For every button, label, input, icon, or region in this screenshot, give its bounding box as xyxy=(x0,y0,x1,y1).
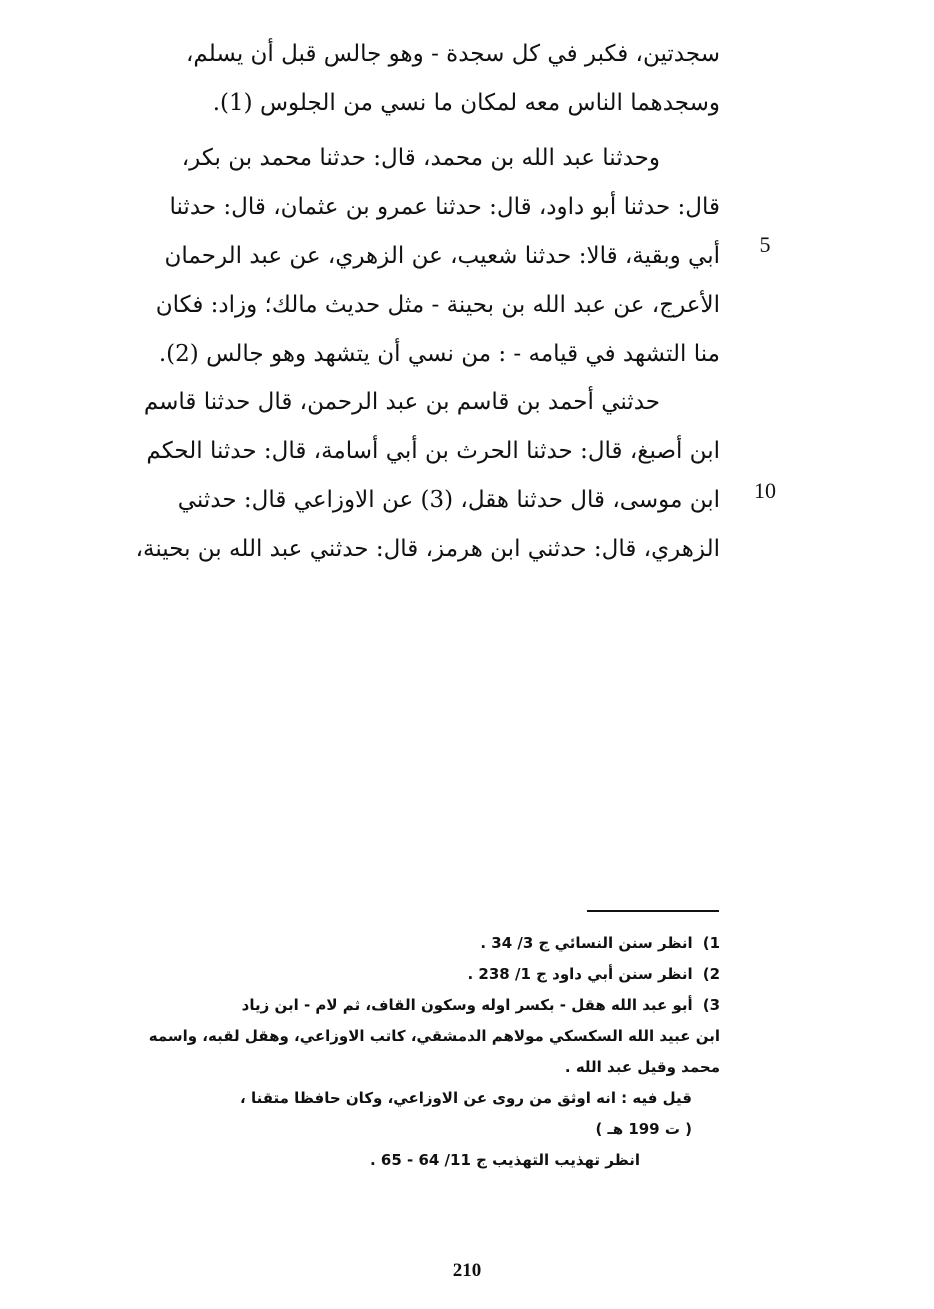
footnote-text: انظر سنن أبي داود ج 1/ 238 . xyxy=(467,965,693,983)
footnote-1 xyxy=(75,928,720,959)
line-number-10: 10 xyxy=(754,478,776,503)
footnote-3-line-6: انظر تهذيب التهذيب ج 11/ 64 - 65 . xyxy=(369,1151,640,1169)
footnote-2 xyxy=(75,959,720,990)
footnote-number: 1) xyxy=(702,934,720,952)
text-line: وحدثنا عبد الله بن محمد، قال: حدثنا محمد بن بكر، xyxy=(181,145,660,171)
footnote-3 xyxy=(75,990,720,1021)
footnote-text: أبو عبد الله هقل - بكسر اوله وسكون القاف، ثم لام - ابن زياد xyxy=(241,996,693,1014)
text-line: الزهري، قال: حدثني ابن هرمز، قال: حدثني عبد الله بن بحينة، xyxy=(135,536,720,562)
footnote-3-line-2: ابن عبيد الله السكسكي مولاهم الدمشقي، كاتب الاوزاعي، وهقل لقبه، واسمه xyxy=(148,1027,720,1045)
footnote-number: 2) xyxy=(702,965,720,983)
text-line: ابن أصبغ، قال: حدثنا الحرث بن أبي أسامة، قال: حدثنا الحكم xyxy=(146,438,720,464)
text-line: وسجدهما الناس معه لمكان ما نسي من الجلوس (1). xyxy=(212,90,720,116)
footnote-separator xyxy=(587,910,719,912)
footnote-3-line-3: محمد وقيل عبد الله . xyxy=(564,1058,720,1076)
footnote-number: 3) xyxy=(702,996,720,1014)
footnote-3-line-5: ( ت 199 هـ ) xyxy=(595,1120,692,1138)
paragraph-2 xyxy=(80,134,720,379)
text-line: قال: حدثنا أبو داود، قال: حدثنا عمرو بن عثمان، قال: حدثنا xyxy=(169,194,720,220)
text-line: سجدتين، فكبر في كل سجدة - وهو جالس قبل أن يسلم، xyxy=(185,41,720,67)
paragraph-1 xyxy=(80,30,720,128)
paragraph-3 xyxy=(80,378,720,574)
text-line: حدثني أحمد بن قاسم بن عبد الرحمن، قال حدثنا قاسم xyxy=(143,389,660,415)
footnote-3-line-4: قيل فيه : انه اوثق من روى عن الاوزاعي، وكان حافظا متقنا ، xyxy=(240,1089,692,1107)
text-line: ابن موسى، قال حدثنا هقل، (3) عن الاوزاعي قال: حدثني xyxy=(177,487,720,513)
page-number: 210 xyxy=(452,1260,482,1281)
text-line: منا التشهد في قيامه - : من نسي أن يتشهد وهو جالس (2). xyxy=(158,341,720,367)
footnote-text: انظر سنن النسائي ج 3/ 34 . xyxy=(480,934,693,952)
text-line: الأعرج، عن عبد الله بن بحينة - مثل حديث مالك؛ وزاد: فكان xyxy=(155,292,720,318)
footnotes xyxy=(75,928,720,1176)
line-number-5: 5 xyxy=(759,232,771,257)
text-line: أبي وبقية، قالا: حدثنا شعيب، عن الزهري، عن عبد الرحمان xyxy=(164,243,720,269)
